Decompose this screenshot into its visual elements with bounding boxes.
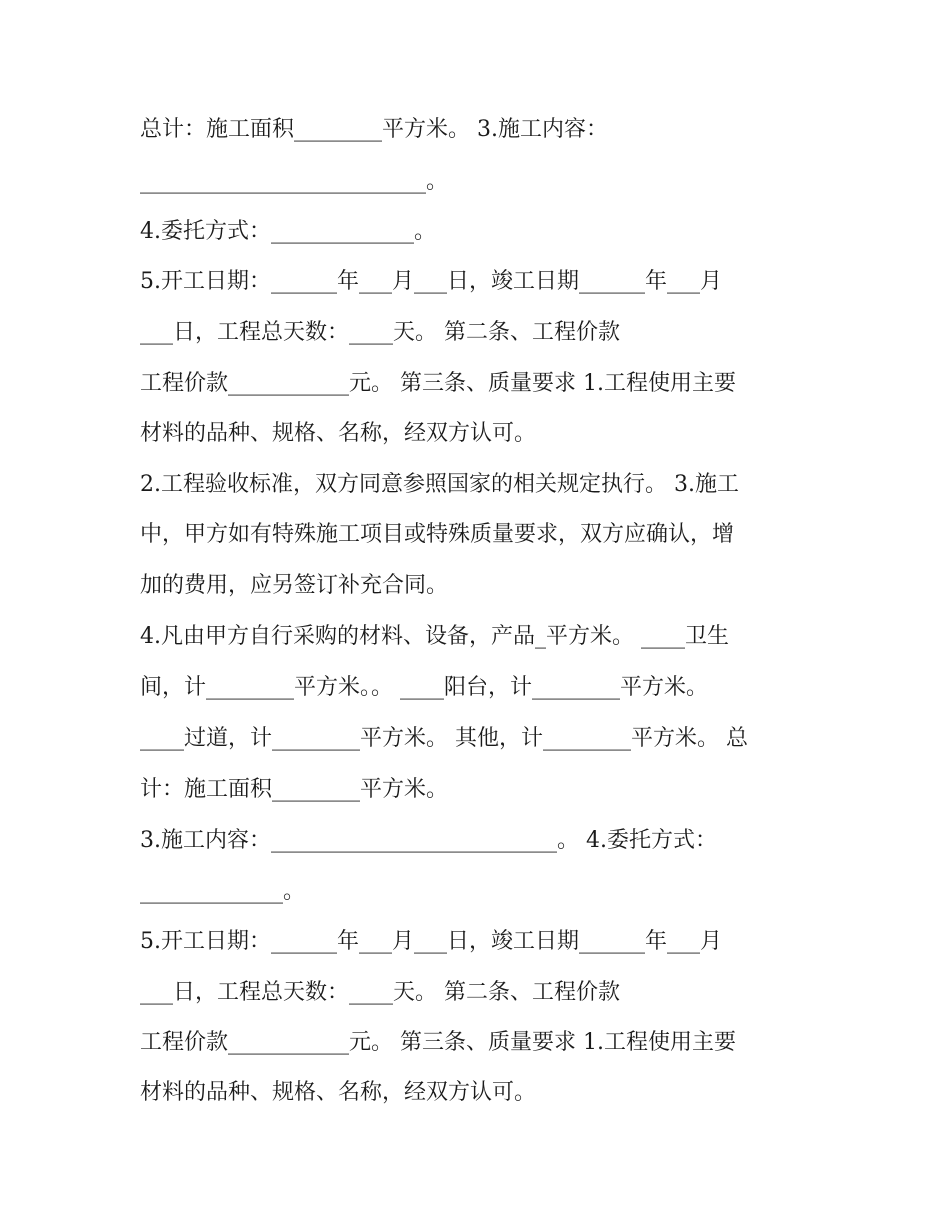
text-line: ____过道，计________平方米。 其他，计________平方米。 总 — [140, 726, 748, 751]
text-line: 间，计________平方米。。 ____阳台，计________平方米。 — [140, 675, 708, 700]
text-line: _____________。 — [140, 879, 306, 904]
text-line: 5.开工日期：______年___月___日，竣工日期______年___月 — [140, 269, 722, 294]
text-line: 总计：施工面积________平方米。 3.施工内容： — [140, 117, 608, 142]
text-line: 3.施工内容：__________________________。 4.委托方式： — [140, 828, 717, 853]
text-line: 计：施工面积________平方米。 — [140, 777, 449, 802]
text-line: 加的费用，应另签订补充合同。 — [140, 573, 449, 598]
text-line: 4.凡由甲方自行采购的材料、设备，产品_平方米。 ____卫生 — [140, 624, 729, 649]
text-line: 工程价款___________元。 第三条、质量要求 1.工程使用主要 — [140, 1030, 736, 1055]
text-line: 2.工程验收标准，双方同意参照国家的相关规定执行。 3.施工 — [140, 472, 739, 497]
text-line: 工程价款___________元。 第三条、质量要求 1.工程使用主要 — [140, 371, 736, 396]
text-line: 4.委托方式：_____________。 — [140, 219, 436, 244]
text-line: 5.开工日期：______年___月___日，竣工日期______年___月 — [140, 929, 722, 954]
text-line: ___日，工程总天数：____天。 第二条、工程价款 — [140, 320, 620, 345]
text-line: 材料的品种、规格、名称，经双方认可。 — [140, 421, 537, 446]
text-line: 中，甲方如有特殊施工项目或特殊质量要求，双方应确认，增 — [140, 522, 735, 547]
text-line: ___日，工程总天数：____天。 第二条、工程价款 — [140, 980, 620, 1005]
text-line: 材料的品种、规格、名称，经双方认可。 — [140, 1080, 537, 1105]
text-line: __________________________。 — [140, 169, 449, 194]
